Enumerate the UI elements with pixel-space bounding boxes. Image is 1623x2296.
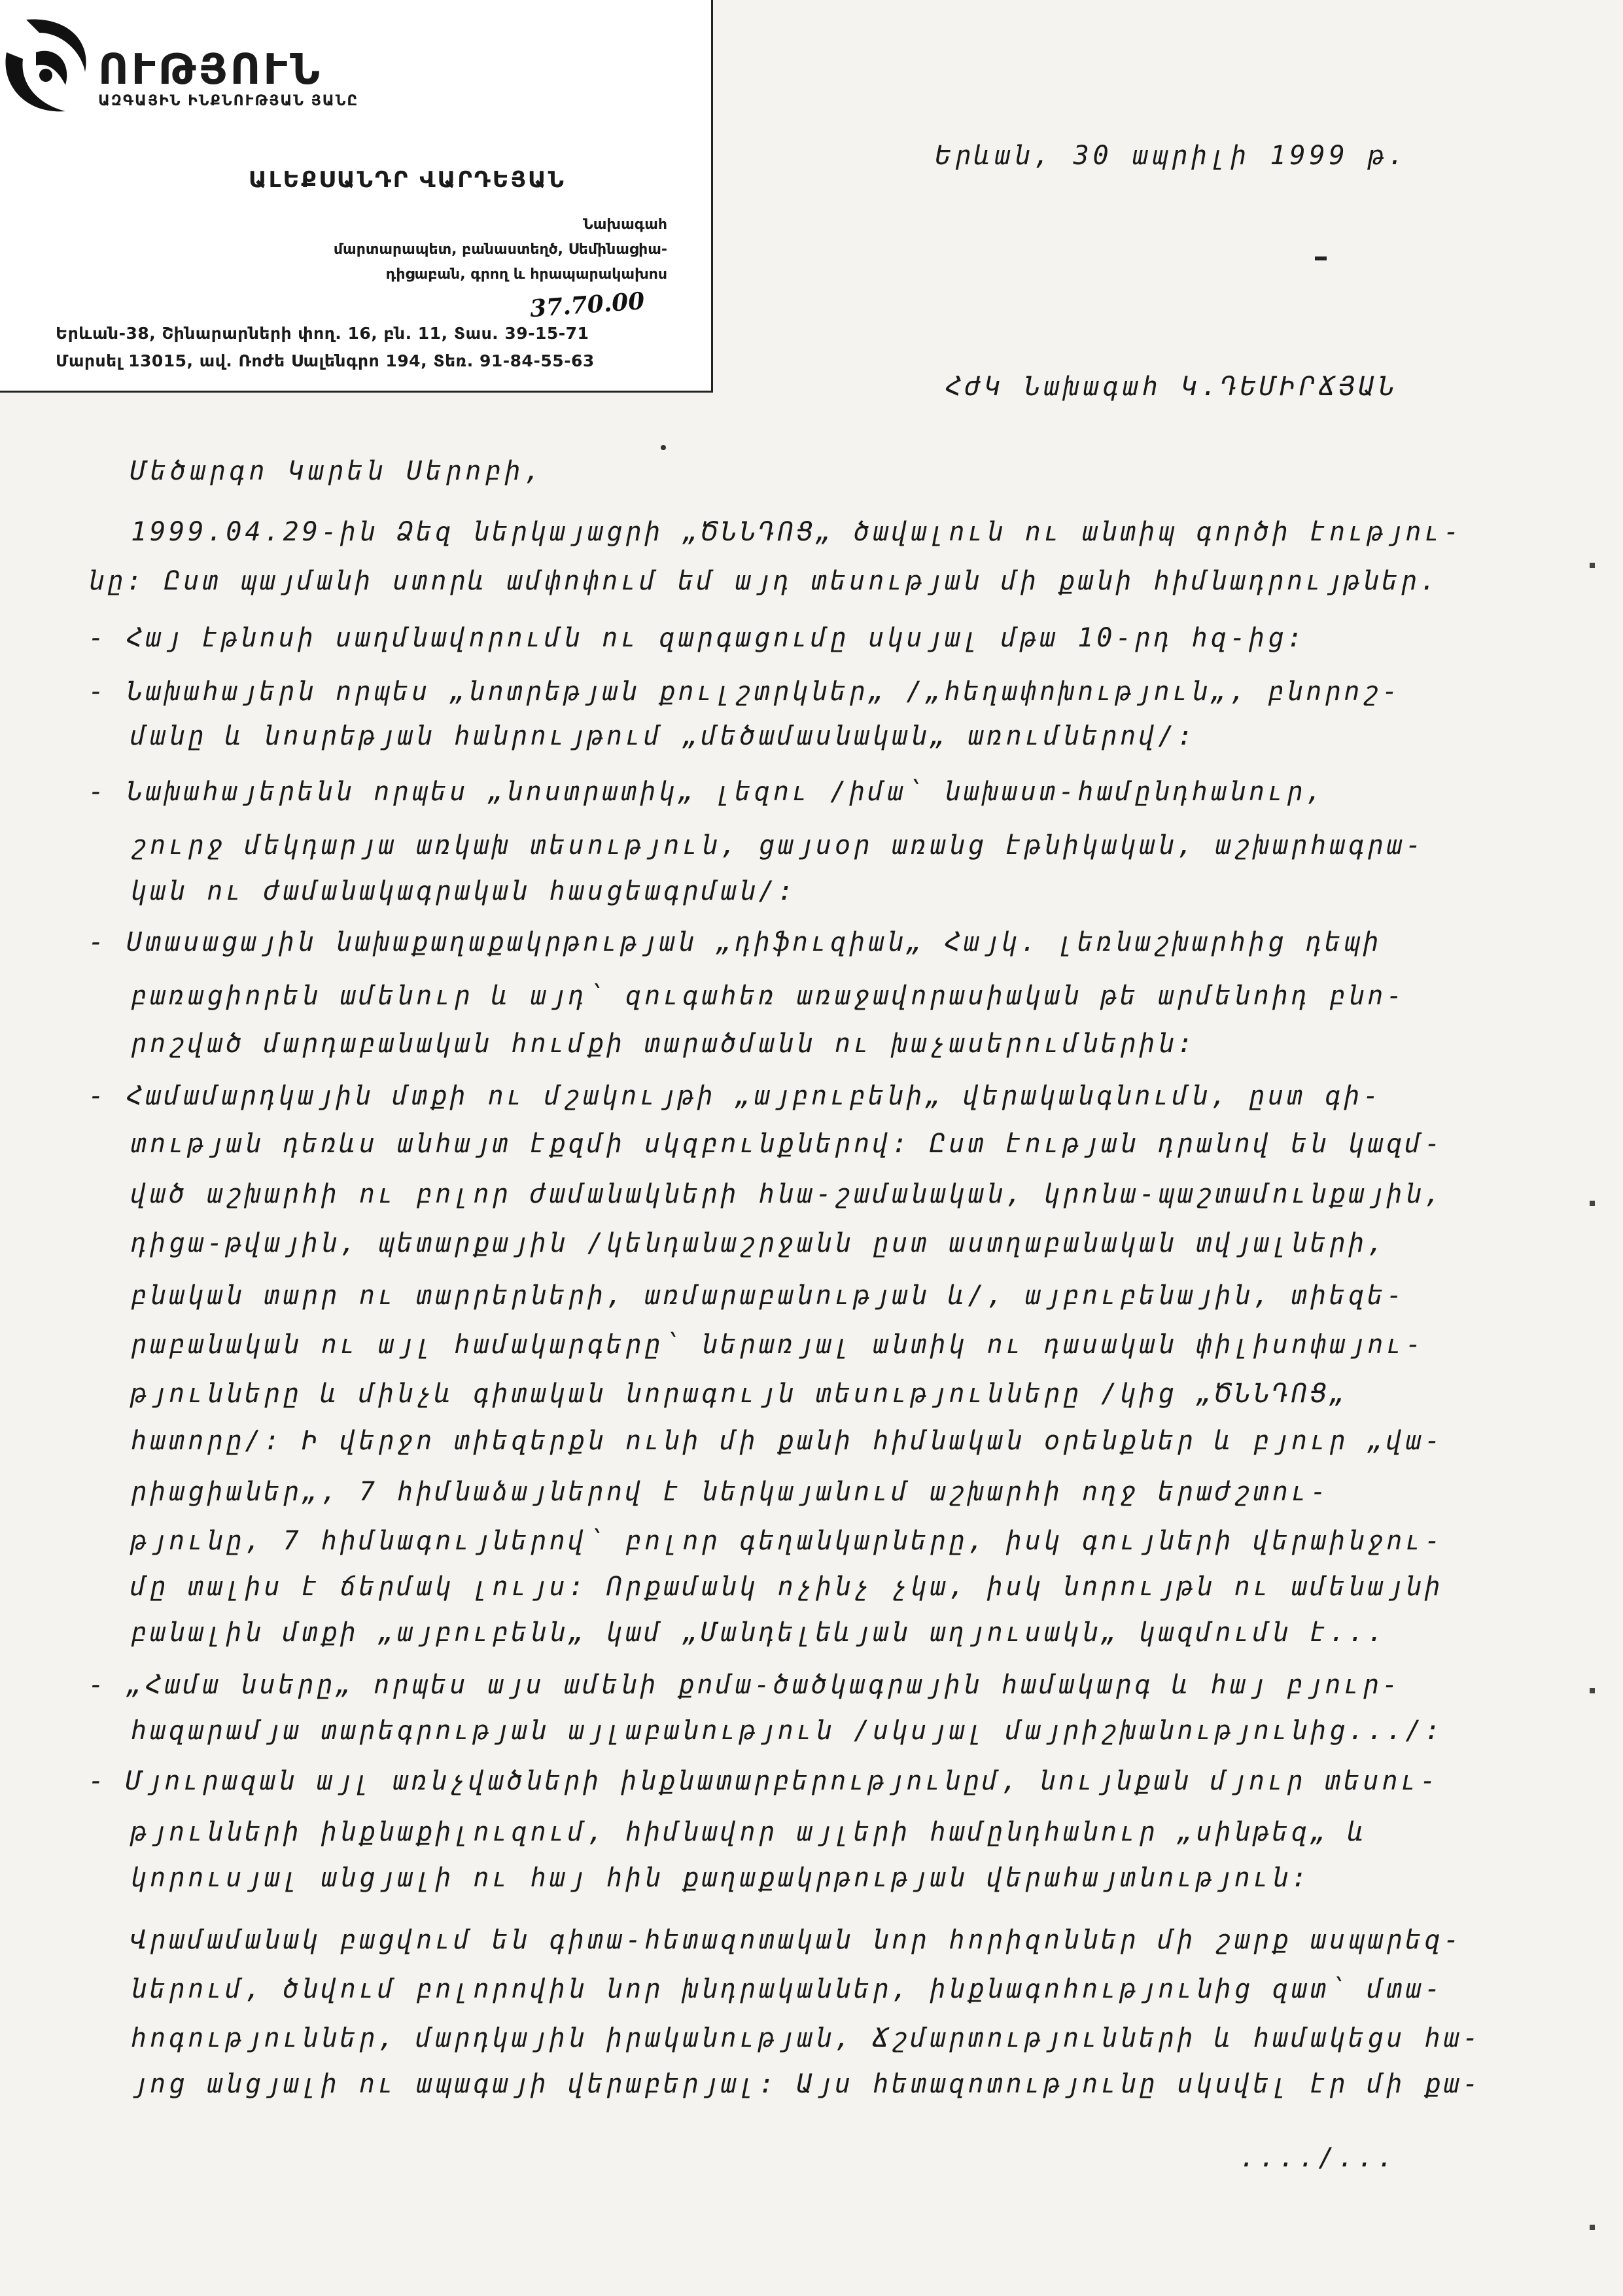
scan-edge-mark: [1590, 563, 1595, 568]
body-line: բառացիորեն ամենուր և այդ՝ զուգահեռ առաջավորասիական թե արմենոիդ բնո-: [131, 981, 1406, 1011]
organization-subtitle: ԱԶԳԱՅԻՆ ԻՆՔՆՈՒԹՅԱՆ ՅԱՆԸ: [98, 93, 359, 109]
body-line: հատորը/: Ի վերջո տիեզերքն ունի մի քանի հիմնական օրենքներ և բյուր „վա-: [131, 1426, 1444, 1456]
letterhead-stamp: [0, 0, 713, 393]
body-line: - „Համա նսերը„ որպես այս ամենի քոմա-ծածկագրային համակարգ և հայ բյուր-: [88, 1670, 1401, 1700]
stray-mark: [1315, 256, 1327, 260]
body-line: բանալին մտքի „այբուբենն„ կամ „Մանդելեևյան աղյուսակն„ կազմումն է...: [131, 1617, 1387, 1648]
body-line: րիացիաներ„, 7 հիմնաձայներով է ներկայանում աշխարհի ողջ երաժշտու-: [131, 1477, 1330, 1507]
body-line: հազարամյա տարեգրության այլաբանություն /սկսյալ մայրիշխանությունից.../:: [131, 1716, 1444, 1746]
body-line: - Հայ էթնոսի սաղմնավորումն ու զարգացումը սկսյալ մթա 10-րդ հզ-ից:: [88, 623, 1306, 653]
body-line: րաբանական ու այլ համակարգերը՝ ներառյալ անտիկ ու դասական փիլիսոփայու-: [131, 1330, 1425, 1360]
body-line: կորուսյալ անցյալի ու հայ հին քաղաքակրթության վերահայտնություն:: [131, 1863, 1311, 1893]
handwritten-reference-number: 37.70.00: [529, 287, 646, 323]
body-line: Վրամամանակ բացվում են գիտա-հետազոտական նոր հորիզոններ մի շարք ասպարեզ-: [131, 1925, 1463, 1955]
body-line: թյունները և մինչև գիտական նորագույն տեսությունները /կից „ԾՆՆԴՈՑ„: [131, 1379, 1349, 1409]
body-line: րոշված մարդաբանական հումքի տարածմանն ու խաչասերումներին:: [131, 1029, 1196, 1059]
sender-address-line: Երևան-38, Շինարարների փող. 16, բն. 11, Տաս. 39-15-71: [56, 324, 589, 343]
organization-name: ՈՒԹՅՈՒՆ: [98, 46, 323, 94]
stray-speck: [661, 445, 666, 450]
sender-name: ԱԼԵՔՍԱՆԴՐ ՎԱՐԴԵՅԱՆ: [249, 167, 566, 193]
body-line: - Մյուրազան այլ առնչվածների ինքնատարբերությունըմ, նույնքան մյուր տեսու-: [88, 1766, 1439, 1796]
recipient-line: ՀԺԿ Նախագահ Կ.ԴԵՄԻՐՃՅԱՆ: [945, 372, 1398, 402]
body-line: - Նախահայերենն որպես „նոստրատիկ„ լեզու /իմա՝ նախաստ-համընդհանուր,: [88, 777, 1325, 807]
body-line: դիցա-թվային, պետարքային /կենդանաշրջանն ըստ աստղաբանական տվյալների,: [131, 1228, 1387, 1258]
body-line: թյունը, 7 հիմնագույներով՝ բոլոր գեղանկարները, իսկ գույների վերաինջու-: [131, 1526, 1444, 1556]
body-line: տության դեռևս անհայտ էքզմի սկզբունքներով: Ըստ էության դրանով են կազմ-: [131, 1129, 1444, 1159]
body-line: յոց անցյալի ու ապագայի վերաբերյալ: Այս հետազոտությունը սկսվել էր մի քա-: [131, 2069, 1482, 2099]
body-line: կան ու ժամանակագրական հասցեագրման/:: [131, 876, 797, 906]
body-line: բնական տարր ու տարրերների, առմարաբանության և/, այբուբենային, տիեզե-: [131, 1280, 1406, 1311]
letter-date: Երևան, 30 ապրիլի 1999 թ.: [935, 141, 1408, 171]
salutation: Մեծարգո Կարեն Սերոբի,: [131, 456, 544, 486]
body-line: հոգություններ, մարդկային իրականության, Ճշմարտությունների և համակեցս հա-: [131, 2023, 1482, 2053]
sender-role-line: մարտարապետ, բանաստեղծ, Սեմինացիա-: [333, 241, 667, 258]
body-line: մը տալիս է ճերմակ լույս: Որքամանկ ոչինչ չկա, իսկ նորույթն ու ամենայնի: [131, 1572, 1444, 1602]
body-line: 1999.04.29-ին Ձեզ ներկայացրի „ԾՆՆԴՈՑ„ ծավալուն ու անտիպ գործի էությու-: [131, 517, 1463, 547]
body-line: թյունների ինքնաքիլուզում, հիմնավոր այլերի համընդհանուր „սինթեզ„ և: [131, 1817, 1368, 1847]
body-line: ված աշխարհի ու բոլոր ժամանակների հնա-շամանական, կրոնա-պաշտամունքային,: [131, 1179, 1444, 1209]
sender-role-line: դիցաբան, գրող և հրապարակախոս: [385, 266, 667, 283]
sender-role-line: Նախագահ: [583, 217, 667, 233]
sender-address-line: Մարսել 13015, ավ. Ռոժե Սալենգրո 194, Տեռ. 91-84-55-63: [56, 351, 595, 370]
body-line: ներում, ծնվում բոլորովին նոր խնդրականներ, ինքնագոհությունից զատ՝ մտա-: [131, 1974, 1444, 2004]
scan-edge-mark: [1590, 1688, 1595, 1693]
body-line: - Նախահայերն որպես „նոտրեթյան քուլշտրկներ„ /„հեղափոխություն„, բնորոշ-: [88, 677, 1401, 707]
body-line: շուրջ մեկդարյա առկախ տեսություն, ցայսօր առանց էթնիկական, աշխարհագրա-: [131, 830, 1425, 860]
body-line: - Ստասացային նախաքաղաքակրթության „դիֆուզիան„ Հայկ. լեռնաշխարհից դեպի: [88, 927, 1382, 957]
body-line: նը: Ըստ պայմանի ստորև ամփոփում եմ այդ տեսության մի քանի հիմնադրույթներ.: [88, 566, 1439, 596]
continuation-mark: ..../...: [1240, 2143, 1397, 2173]
sender-role: [196, 213, 667, 287]
body-line: մանը և նոսրեթյան հանրույթում „մեծամասնական„ առումներով/:: [131, 721, 1196, 751]
organization-logo-icon: [0, 13, 92, 118]
scan-edge-mark: [1590, 1201, 1595, 1206]
scan-edge-mark: [1590, 2225, 1595, 2230]
body-line: - Համամարդկային մտքի ու մշակույթի „այբուբենի„ վերականգնումն, ըստ գի-: [88, 1081, 1382, 1111]
